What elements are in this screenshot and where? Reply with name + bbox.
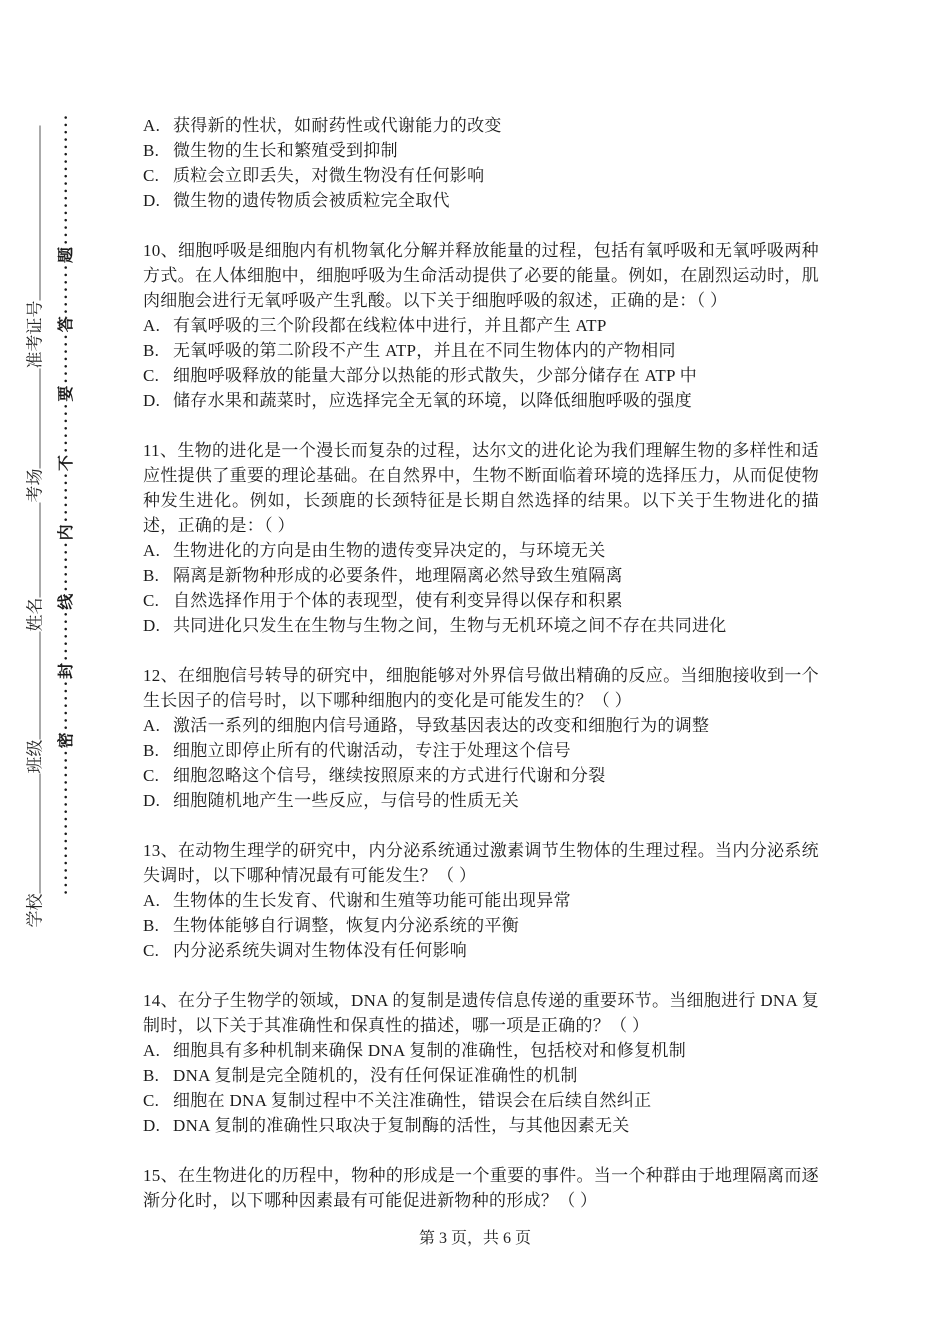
option-label: A. <box>143 891 161 910</box>
option-text: 微生物的生长和繁殖受到抑制 <box>173 141 398 160</box>
question-stem <box>143 838 819 888</box>
question-stem-text: 细胞呼吸是细胞内有机物氧化分解并释放能量的过程，包括有氧呼吸和无氧呼吸两种方式。在人体细胞中，细胞呼吸为生命活动提供了必要的能量。例如，在剧烈运动时，肌肉细胞会进行无氧呼吸产生乳酸。以下关于细胞呼吸的叙述，正确的是：（ ） <box>143 241 819 310</box>
option-text: 生物体的生长发育、代谢和生殖等功能可能出现异常 <box>173 891 571 910</box>
field-label-class: 班级 <box>25 739 45 774</box>
option-row <box>143 338 819 363</box>
field-blank-class <box>19 632 41 740</box>
question-block <box>143 238 819 413</box>
option-text: DNA 复制是完全随机的，没有任何保证准确性的机制 <box>173 1066 578 1085</box>
option-label: B. <box>143 1066 160 1085</box>
option-label: B. <box>143 566 160 585</box>
option-text: 激活一系列的细胞内信号通路，导致基因表达的改变和细胞行为的调整 <box>173 716 710 735</box>
option-text: 生物体能够自行调整，恢复内分泌系统的平衡 <box>173 916 519 935</box>
option-label: D. <box>143 616 161 635</box>
option-row <box>143 788 819 813</box>
option-row <box>143 388 819 413</box>
option-text: 获得新的性状，如耐药性或代谢能力的改变 <box>173 116 502 135</box>
option-text: 隔离是新物种形成的必要条件，地理隔离必然导致生殖隔离 <box>173 566 623 585</box>
seal-line <box>57 103 77 905</box>
option-label: A. <box>143 541 161 560</box>
option-text: 细胞呼吸释放的能量大部分以热能的形式散失，少部分储存在 ATP 中 <box>173 366 697 385</box>
option-row <box>143 1063 819 1088</box>
question-stem <box>143 238 819 313</box>
option-label: C. <box>143 941 160 960</box>
option-row <box>143 163 819 188</box>
field-label-name: 姓名 <box>25 597 45 632</box>
option-row <box>143 713 819 738</box>
option-label: A. <box>143 316 161 335</box>
option-row <box>143 188 819 213</box>
option-row <box>143 913 819 938</box>
option-text: 细胞忽略这个信号，继续按照原来的方式进行代谢和分裂 <box>173 766 606 785</box>
field-label-admission-number: 准考证号 <box>25 300 45 369</box>
question-block <box>143 438 819 638</box>
option-label: A. <box>143 1041 161 1060</box>
option-row <box>143 938 819 963</box>
option-text: 细胞具有多种机制来确保 DNA 复制的准确性，包括校对和修复机制 <box>173 1041 686 1060</box>
question-stem-text: 在细胞信号转导的研究中，细胞能够对外界信号做出精确的反应。当细胞接收到一个生长因子的信号时，以下哪种细胞内的变化是可能发生的？（ ） <box>143 666 819 710</box>
question-number: 15、 <box>143 1166 178 1185</box>
option-text: 细胞立即停止所有的代谢活动，专注于处理这个信号 <box>173 741 571 760</box>
option-text: 微生物的遗传物质会被质粒完全取代 <box>173 191 450 210</box>
option-label: C. <box>143 591 160 610</box>
option-text: 有氧呼吸的三个阶段都在线粒体中进行，并且都产生 ATP <box>173 316 607 335</box>
question-block <box>143 838 819 963</box>
option-row <box>143 313 819 338</box>
question-column <box>143 113 819 1238</box>
option-label: D. <box>143 1116 161 1135</box>
option-label: C. <box>143 1091 160 1110</box>
option-label: A. <box>143 716 161 735</box>
question-stem-text: 生物的进化是一个漫长而复杂的过程，达尔文的进化论为我们理解生物的多样性和适应性提供了重要的理论基础。在自然界中，生物不断面临着环境的选择压力，从而促使物种发生进化。例如，长颈鹿的长颈特征是长期自然选择的结果。以下关于生物进化的描述，正确的是：（ ） <box>143 441 819 535</box>
option-text: 共同进化只发生在生物与生物之间，生物与无机环境之间不存在共同进化 <box>173 616 727 635</box>
field-blank-name <box>19 503 41 598</box>
option-text: 细胞在 DNA 复制过程中不关注准确性，错误会在后续自然纠正 <box>173 1091 652 1110</box>
option-row <box>143 563 819 588</box>
question-stem <box>143 1163 819 1213</box>
option-row <box>143 1088 819 1113</box>
option-label: C. <box>143 766 160 785</box>
option-label: D. <box>143 791 161 810</box>
question-block <box>143 1163 819 1213</box>
question-stem-text: 在生物进化的历程中，物种的形成是一个重要的事件。当一个种群由于地理隔离而逐渐分化时，以下哪种因素最有可能促进新物种的形成？（ ） <box>143 1166 819 1210</box>
question-stem <box>143 988 819 1038</box>
page-number-text: 第 3 页，共 6 页 <box>418 1230 531 1247</box>
question-number: 14、 <box>143 991 178 1010</box>
option-row <box>143 538 819 563</box>
option-label: C. <box>143 366 160 385</box>
option-row <box>143 1113 819 1138</box>
option-row <box>143 613 819 638</box>
option-label: D. <box>143 191 161 210</box>
question-number: 13、 <box>143 841 178 860</box>
seal-line-text: ····················密·······封·······线·······内·······不·······要·······答·······题·················· <box>58 112 75 896</box>
option-row <box>143 588 819 613</box>
option-row <box>143 363 819 388</box>
field-blank-school <box>19 774 41 894</box>
option-row <box>143 888 819 913</box>
question-stem-text: 在动物生理学的研究中，内分泌系统通过激素调节生物体的生理过程。当内分泌系统失调时，以下哪种情况最有可能发生？（ ） <box>143 841 819 885</box>
question-block <box>143 988 819 1138</box>
option-label: B. <box>143 341 160 360</box>
question-number: 10、 <box>143 241 178 260</box>
option-text: 自然选择作用于个体的表现型，使有利变异得以保存和积累 <box>173 591 623 610</box>
question-number: 11、 <box>143 441 178 460</box>
question-stem <box>143 663 819 713</box>
question-stem-text: 在分子生物学的领域，DNA 的复制是遗传信息传递的重要环节。当细胞进行 DNA 复制时，以下关于其准确性和保真性的描述，哪一项是正确的？（ ） <box>143 991 819 1035</box>
option-label: A. <box>143 116 161 135</box>
option-text: 无氧呼吸的第二阶段不产生 ATP，并且在不同生物体内的产物相同 <box>173 341 676 360</box>
option-label: B. <box>143 916 160 935</box>
question-block <box>143 663 819 813</box>
option-row <box>143 763 819 788</box>
question-block <box>143 113 819 213</box>
seal-margin-fields <box>19 83 49 928</box>
option-text: 内分泌系统失调对生物体没有任何影响 <box>173 941 468 960</box>
option-row <box>143 113 819 138</box>
option-text: 质粒会立即丢失，对微生物没有任何影响 <box>173 166 485 185</box>
option-row <box>143 1038 819 1063</box>
option-text: 储存水果和蔬菜时，应选择完全无氧的环境，以降低细胞呼吸的强度 <box>173 391 692 410</box>
option-label: C. <box>143 166 160 185</box>
field-blank-exam-room <box>19 369 41 469</box>
page-footer <box>0 1226 950 1251</box>
field-label-school: 学校 <box>25 893 45 928</box>
option-label: D. <box>143 391 161 410</box>
option-row <box>143 738 819 763</box>
option-text: 生物进化的方向是由生物的遗传变异决定的，与环境无关 <box>173 541 606 560</box>
option-text: 细胞随机地产生一些反应，与信号的性质无关 <box>173 791 519 810</box>
question-number: 12、 <box>143 666 178 685</box>
option-label: B. <box>143 141 160 160</box>
option-text: DNA 复制的准确性只取决于复制酶的活性，与其他因素无关 <box>173 1116 630 1135</box>
field-blank-admission-number <box>19 126 41 301</box>
field-label-exam-room: 考场 <box>25 468 45 503</box>
question-stem <box>143 438 819 538</box>
option-label: B. <box>143 741 160 760</box>
option-row <box>143 138 819 163</box>
